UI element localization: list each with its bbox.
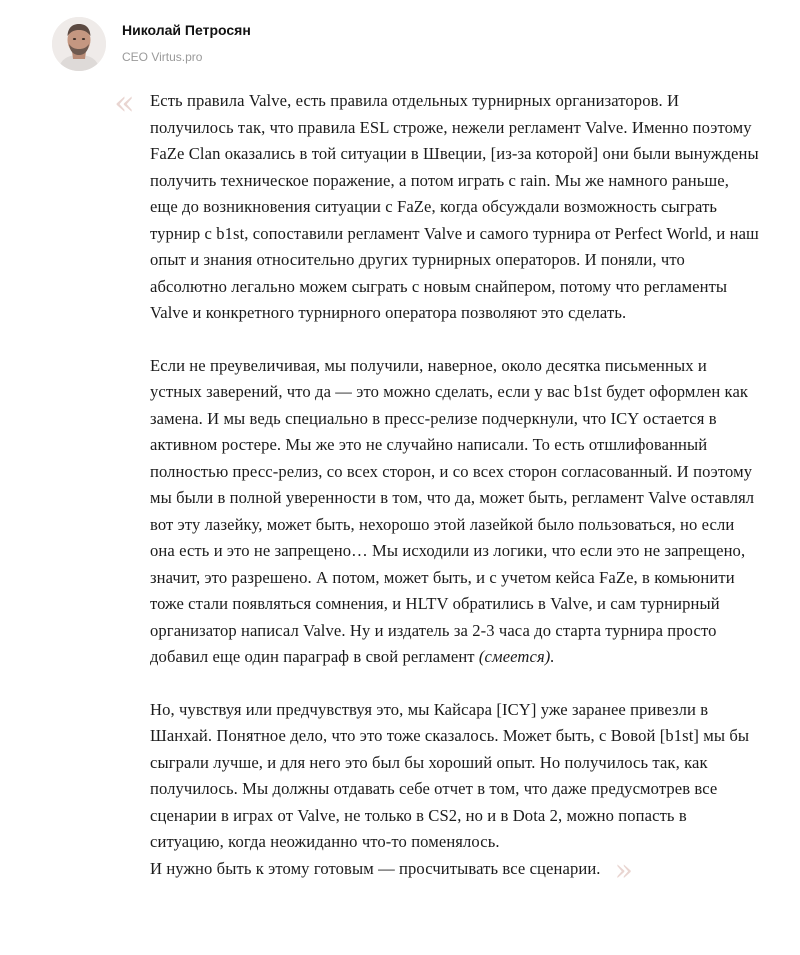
quote-open-mark: « [114,83,135,123]
avatar-image [52,17,106,71]
quote-paragraph-2 [150,353,760,671]
quote-paragraph-3 [150,697,760,888]
author-role: CEO Virtus.pro [122,50,203,64]
quote-paragraph-2-text: Если не преувеличивая, мы получили, наверное, около десятка письменных и устных заверений, что да — это можно сделать, если у вас b1st будет оформлен как замена. И мы ведь специально в пресс-релизе подчеркнули, что ICY остается в активном ростере. Мы же это не случайно написали. То есть отшлифованный полностью пресс-релиз, со всех сторон, и со всех сторон согласованный. И поэтому мы были в полной уверенности в том, что да, может быть, регламент Valve оставлял вот эту лазейку, может быть, нехорошо этой лазейкой было пользоваться, но если она есть и это не запрещено… Мы исходили из логики, что если это не запрещено, значит, это разрешено. А потом, может быть, и с учетом кейса FaZe, в комьюнити тоже стали появляться сомнения, и HLTV обратились в Valve, и сам турнирный организатор написал Valve. Ну и издатель за 2-3 часа до старта турнира просто добавил еще один параграф в свой регламент [150,355,755,666]
quote-close-mark: » [614,852,634,888]
author-block [52,14,251,74]
author-name: Николай Петросян [122,22,251,38]
quote-aside: (смеется). [478,647,555,666]
author-meta [122,23,251,65]
avatar [52,17,106,71]
quote-paragraph-3-text: Но, чувствуя или предчувствуя это, мы Кайсара [ICY] уже заранее привезли в Шанхай. Понятное дело, что это тоже сказалось. Может быть, с Вовой [b1st] мы бы сыграли лучше, и для него это был бы хороший опыт. Но получилось так, как получилось. Мы должны отдавать себе отчет в том, что даже предусмотрев все сценарии в играх от Valve, не только в CS2, но и в Dota 2, можно попасть в ситуацию, когда неожиданно что-то поменялось. [150,699,750,851]
quote-paragraph-1: Есть правила Valve, есть правила отдельных турнирных организаторов. И получилось так, что правила ESL строже, нежели регламент Valve. Именно поэтому FaZe Clan оказались в той ситуации в Швеции, [из-за которой] они были вынуждены получить техническое поражение, а потом играть с rain. Мы же намного раньше, еще до возникновения ситуации с FaZe, когда обсуждали возможность сыграть турнир с b1st, сопоставили регламент Valve и самого турнира от Perfect World, и наш опыт и знания относительно других турнирных операторов. И поняли, что абсолютно легально можем сыграть с новым снайпером, потому что регламенты Valve и конкретного турнирного оператора позволяют это сделать. [150,91,759,322]
quote-paragraph-3-last-line: И нужно быть к этому готовым — просчитывать все сценарии. [150,858,601,878]
quote-body [150,88,760,888]
